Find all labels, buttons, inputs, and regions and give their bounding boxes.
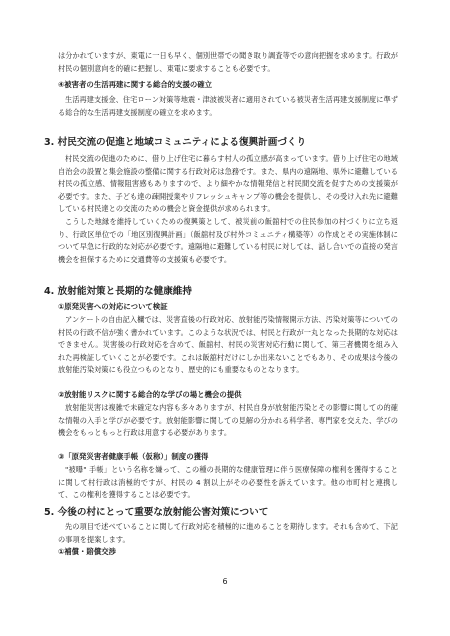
paragraph-4-2: 放射能災害は複雑で未確定な内容も多々ありますが、村民自身が放射能汚染とその影響に関しての的確な情報の入手と学びが必要です。放射能影響に関しての見解の分かれる科学者、専門家を交えた、学びの機会をもっともっと行政は用意する必要があります。 [58,403,398,438]
subheading-4-2: ②放射能リスクに関する総合的な学びの場と機会の提供 [58,390,242,399]
subheading-4-3: ③「原発災害者健康手帳（仮称）」制度の獲得 [58,452,209,461]
section-5-heading: 5. 今後の村にとって重要な放射能公害対策について [44,507,269,518]
paragraph-3a: 村民交流の促進のために、借り上げ住宅に暮らす村人の孤立感が高まっています。借り上げ住宅の地域自治会の設置と集会施設の整備に関する行政対応は急務です。また、県内の遠隔地、県外に避難している村民の孤立感、情報阻害感もありますので、より細やかな情報発信と村民間交流を促すための支援策が必要です。また、子ども達の疎開授業やリフレッシュキャンプ等の機会を提供し、その受け入れ先に避難している村民達との交流のための機会と資金提供が求められます。 [58,154,398,214]
paragraph-3b: こうした地縁を維持していくための復興策として、被災前の飯舘村での住民参加の村づくりに立ち返り、行政区単位での「地区別復興計画」（飯舘村及び村外コミュニティ構築等）の作成とその実施体制について早急に行政的な対応が必要です。遠隔地に避難している村民に対しては、話し合いでの直接の発言機会を担保するために交通費等の支援策も必要です。 [58,217,398,264]
intro-paragraph: は分かれていますが、東電に一日も早く、個別世帯での聞き取り調査等での意向把握を求めます。行政が村民の個別意向を的確に把握し、東電に要求することも必要です。 [58,51,398,73]
section-4-heading: 4. 放射能対策と長期的な健康維持 [44,286,192,297]
subheading-5-1: ①補償・賠償交渉 [58,547,116,556]
subheading-4-1: ①原発災害への対応について検証 [58,302,168,311]
paragraph-5: 先の項目で述べていることに関して行政対応を積極的に進めることを期待します。それも含めて、下記の事項を提案します。 [58,522,398,544]
page-number: 6 [222,577,228,586]
section-3-heading: 3. 村民交流の促進と地域コミュニティによる復興計画づくり [44,137,307,148]
paragraph-4: 生活再建支援金、住宅ローン対策等地震・津波被災者に適用されている被災者生活再建支援制度に準ずる総合的な生活再建支援制度の確立を求めます。 [58,95,398,117]
paragraph-4-1: アンケートの自由記入欄では、災害直後の行政対応、放射能汚染情報開示方法、汚染対策等についての村民の行政不信が強く書かれています。このような状況では、村民と行政が一丸となった長期的な対応はできません。災害後の行政対応を含めて、飯舘村、村民の災害対応行動に関して、第三者機関を組み入れた再検証していくことが必要です。これは飯舘村だけにしか出来ないことでもあり、その成果は今後の放射能汚染対策にも役立つものとなり、歴史的にも重要なものとなります。 [58,315,398,375]
paragraph-4-3: "被曝" 手帳」という名称を嫌って、この種の長期的な健康管理に伴う医療保障の権利を獲得することに関して村行政は消極的ですが、村民の 4 割以上がその必要性を訴えています。他の市町村と連携して、この権利を獲得することは必要です。 [58,465,398,500]
subheading-4: ④被害者の生活再建に関する総合的支援の確立 [58,80,213,89]
